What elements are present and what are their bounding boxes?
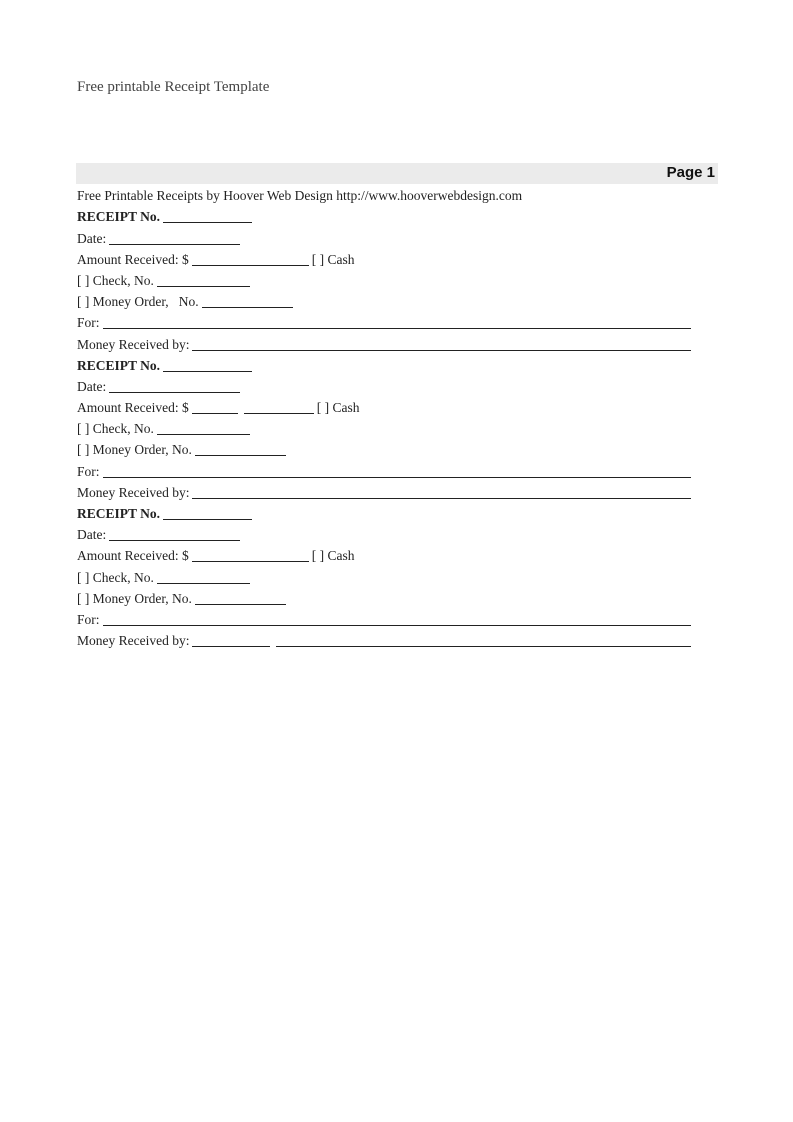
for-label: For: <box>77 611 100 627</box>
money-order-option[interactable]: [ ] Money Order, No. <box>77 590 192 606</box>
amount-label: Amount Received: $ <box>77 548 189 564</box>
receipt-number-row <box>77 205 717 226</box>
date-blank[interactable] <box>109 526 240 541</box>
received-by-row <box>77 332 717 353</box>
amount-row <box>77 248 717 269</box>
amount-row <box>77 396 717 417</box>
cash-option[interactable]: [ ] Cash <box>316 400 360 416</box>
money-order-row <box>77 290 717 311</box>
amount-blank[interactable] <box>192 399 238 414</box>
page-header-bar <box>76 163 718 184</box>
received-by-blank[interactable] <box>192 336 691 351</box>
check-option[interactable]: [ ] Check, No. <box>77 569 154 585</box>
check-number-blank[interactable] <box>157 420 250 435</box>
money-order-row <box>77 438 717 459</box>
receipt-number-blank[interactable] <box>163 357 252 372</box>
received-by-label: Money Received by: <box>77 336 190 352</box>
check-option[interactable]: [ ] Check, No. <box>77 421 154 437</box>
money-order-number-blank[interactable] <box>202 293 293 308</box>
date-row <box>77 523 717 544</box>
cash-option[interactable]: [ ] Cash <box>311 251 355 267</box>
document-title: Free printable Receipt Template <box>77 79 270 95</box>
received-by-blank[interactable] <box>276 632 691 647</box>
received-by-blank-short[interactable] <box>192 632 270 647</box>
intro-text: Free Printable Receipts by Hoover Web Design http://www.hooverwebdesign.com <box>77 188 523 204</box>
receipt-number-label: RECEIPT No. <box>77 209 161 225</box>
amount-row <box>77 544 717 565</box>
date-label: Date: <box>77 378 107 394</box>
cash-option[interactable]: [ ] Cash <box>311 548 355 564</box>
date-label: Date: <box>77 230 107 246</box>
check-row <box>77 269 717 290</box>
for-label: For: <box>77 315 100 331</box>
check-row <box>77 565 717 586</box>
for-blank[interactable] <box>103 611 691 626</box>
amount-label: Amount Received: $ <box>77 400 189 416</box>
page-number-label: Page 1 <box>666 164 715 181</box>
date-blank[interactable] <box>109 378 240 393</box>
receipt-number-label: RECEIPT No. <box>77 506 161 521</box>
for-row <box>77 459 717 480</box>
intro-line <box>77 184 717 205</box>
check-number-blank[interactable] <box>157 569 250 584</box>
amount-blank[interactable] <box>192 547 309 562</box>
received-by-blank[interactable] <box>192 484 691 499</box>
date-row <box>77 375 717 396</box>
receipt-number-label: RECEIPT No. <box>77 357 161 373</box>
amount-blank[interactable] <box>192 251 309 266</box>
date-row <box>77 226 717 247</box>
received-by-label: Money Received by: <box>77 633 190 649</box>
received-by-row <box>77 629 717 650</box>
check-number-blank[interactable] <box>157 272 250 287</box>
money-order-option[interactable]: [ ] Money Order, No. <box>77 294 199 310</box>
date-blank[interactable] <box>109 230 240 245</box>
receipt-number-row <box>77 354 717 375</box>
money-order-number-blank[interactable] <box>195 590 286 605</box>
for-blank[interactable] <box>103 314 691 329</box>
money-order-number-blank[interactable] <box>195 441 286 456</box>
for-blank[interactable] <box>103 463 691 478</box>
received-by-label: Money Received by: <box>77 484 190 500</box>
money-order-row <box>77 587 717 608</box>
for-row <box>77 608 717 629</box>
receipt-sheet <box>77 184 717 650</box>
receipt-number-blank[interactable] <box>163 505 252 520</box>
check-option[interactable]: [ ] Check, No. <box>77 272 154 288</box>
check-row <box>77 417 717 438</box>
date-label: Date: <box>77 527 107 543</box>
receipt-number-blank[interactable] <box>163 208 252 223</box>
for-label: For: <box>77 463 100 479</box>
money-order-option[interactable]: [ ] Money Order, No. <box>77 442 192 458</box>
amount-blank-extra[interactable] <box>244 399 314 414</box>
amount-label: Amount Received: $ <box>77 251 189 267</box>
receipt-number-row <box>77 502 717 523</box>
for-row <box>77 311 717 332</box>
received-by-row <box>77 481 717 502</box>
